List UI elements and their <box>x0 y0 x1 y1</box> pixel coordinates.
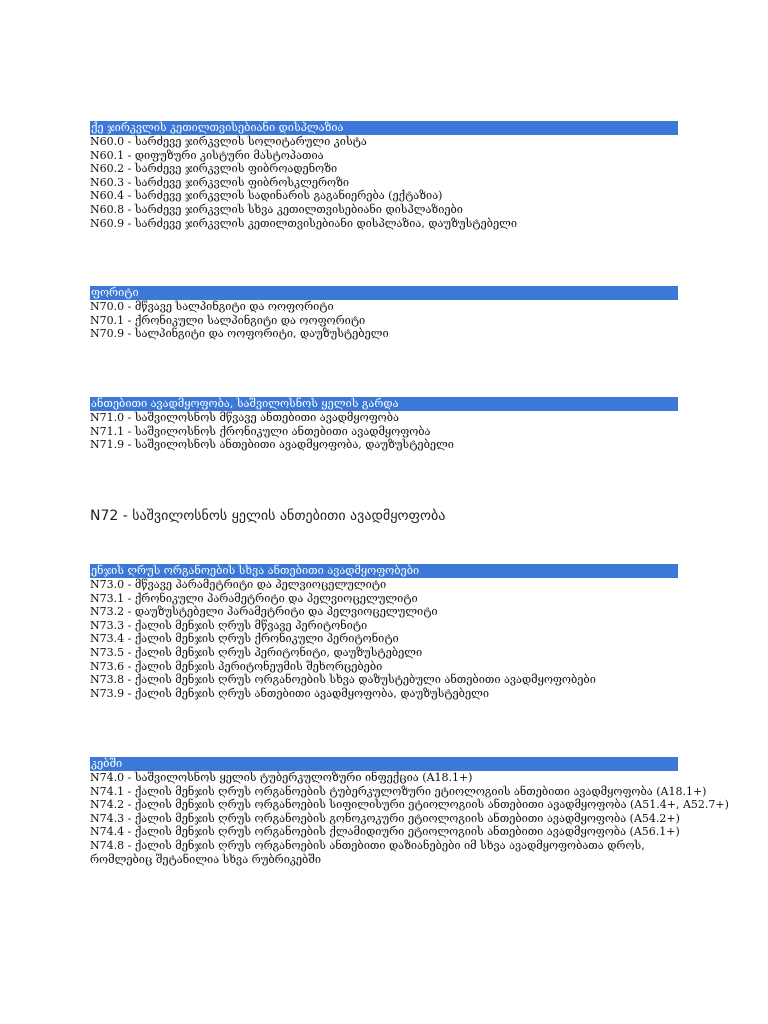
list-item: N73.3 - ქალის მენჯის ღრუს მწვავე პერიტონიტი <box>90 618 368 632</box>
list-item: N73.6 - ქალის მენჯის პერიტონეუმის შეხორცებები <box>90 659 383 673</box>
list-item: N60.3 - სარძევე ჯირკვლის ფიბროსკლეროზი <box>90 175 350 189</box>
section-n73 <box>90 564 678 700</box>
list-item: N73.1 - ქრონიკული პარამეტრიტი და პელვიოცელულიტი <box>90 591 418 605</box>
list-item: N60.9 - სარძევე ჯირკვლის კეთილთვისებიანი დისპლაზია, დაუზუსტებელი <box>90 216 517 230</box>
list-item: N73.2 - დაუზუსტებელი პარამეტრიტი და პელვიოცელულიტი <box>90 605 438 619</box>
list-item: N74.4 - ქალის მენჯის ღრუს ორგანოების ქლამიდიური ეტიოლოგიის ანთებითი ავადმყოფობა (A56.1+) <box>90 825 680 839</box>
section-n74 <box>90 757 729 866</box>
list-item: N73.0 - მწვავე პარამეტრიტი და პელვიოცელულიტი <box>90 578 387 591</box>
list-item: N60.8 - სარძევე ჯირკვლის სხვა კეთილთვისებიანი დისპლაზიები <box>90 202 463 216</box>
list-item: N60.2 - სარძევე ჯირკვლის ფიბროადენოზი <box>90 162 338 176</box>
list-item: N73.8 - ქალის მენჯის ღრუს ორგანოების სხვა დაზუსტებული ანთებითი ავადმყოფობები <box>90 673 596 687</box>
list-item: N71.0 - საშვილოსნოს მწვავე ანთებითი ავადმყოფობა <box>90 411 399 424</box>
list-item: N74.1 - ქალის მენჯის ღრუს ორგანოების ტუბერკულოზური ეტიოლოგიის ანთებითი ავადმყოფობა (A18.1+) <box>90 784 707 798</box>
list-item: N60.0 - სარძევე ჯირკვლის სოლიტარული კისტა <box>90 135 367 148</box>
list-item: N70.1 - ქრონიკული სალპინგიტი და ოოფორიტი <box>90 313 366 327</box>
list-item: N70.0 - მწვავე სალპინგიტი და ოოფორიტი <box>90 300 334 313</box>
list-item: N60.4 - სარძევე ჯირკვლის სადინარის გაგანიერება (ექტაზია) <box>90 189 443 203</box>
list-item: N71.9 - საშვილოსნოს ანთებითი ავადმყოფობა, დაუზუსტებელი <box>90 438 454 452</box>
section-n60 <box>90 121 678 230</box>
list-item: N71.1 - საშვილოსნოს ქრონიკული ანთებითი ავადმყოფობა <box>90 424 431 438</box>
list-item: N74.8 - ქალის მენჯის ღრუს ორგანოების ანთებითი დაზიანებები იმ სხვა ავადმყოფობათა დროს, რომლებიც შეტანილია სხვა რუბრიკებში <box>90 838 645 866</box>
section-header: ანთებითი ავადმყოფობა, საშვილოსნოს ყელის გარდა <box>90 397 678 411</box>
section-header: ფორიტი <box>90 286 678 300</box>
list-item: N73.9 - ქალის მენჯის ღრუს ანთებითი ავადმყოფობა, დაუზუსტებელი <box>90 686 490 700</box>
section-header: კებში <box>90 757 678 771</box>
list-item: N74.2 - ქალის მენჯის ღრუს ორგანოების სიფილისური ეტიოლოგიის ანთებითი ავადმყოფობა (A51.4+, A52.7+) <box>90 798 729 812</box>
list-item: N70.9 - სალპინგიტი და ოოფორიტი, დაუზუსტებელი <box>90 327 389 341</box>
section-header: ენჯის ღრუს ორგანოების სხვა ანთებითი ავადმყოფობები <box>90 564 678 578</box>
list-item: N74.0 - საშვილოსნოს ყელის ტუბერკულოზური ინფექცია (A18.1+) <box>90 771 473 784</box>
list-item: N73.5 - ქალის მენჯის ღრუს პერიტონიტი, დაუზუსტებელი <box>90 645 423 659</box>
section-n71 <box>90 397 678 452</box>
list-item: N74.3 - ქალის მენჯის ღრუს ორგანოების გონოკოკური ეტიოლოგიის ანთებითი ავადმყოფობა (A54.2+) <box>90 811 680 825</box>
list-item: N60.1 - დიფუზური კისტური მასტოპათია <box>90 148 324 162</box>
section-n70 <box>90 286 678 341</box>
heading-n72: N72 - საშვილოსნოს ყელის ანთებითი ავადმყოფობა <box>90 508 446 524</box>
list-item: N73.4 - ქალის მენჯის ღრუს ქრონიკული პერიტონიტი <box>90 632 399 646</box>
section-header: ქე ჯირკვლის კეთილთვისებიანი დისპლაზია <box>90 121 678 135</box>
